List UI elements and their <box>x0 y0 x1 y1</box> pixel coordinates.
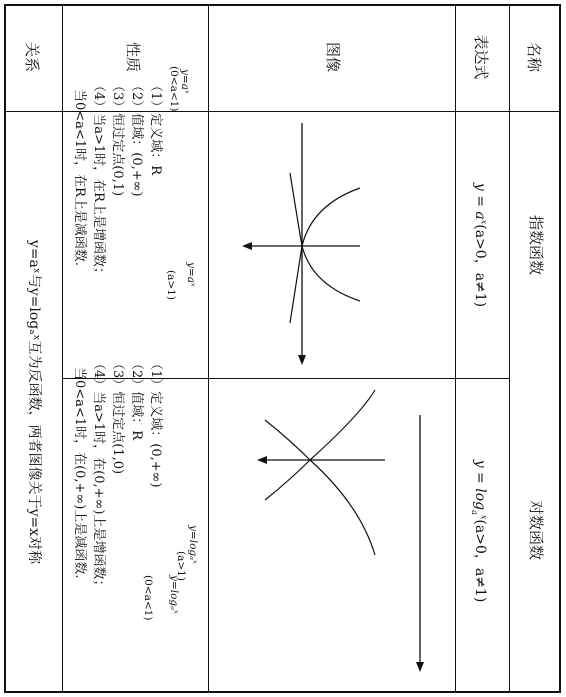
log-expression-main: y = log <box>472 459 488 511</box>
log-label-curve1 <box>185 525 199 585</box>
log-expression-base: a <box>470 510 480 515</box>
column-divider <box>455 4 456 693</box>
exp-property-1: （1）定义域：R <box>148 79 163 176</box>
exp-label-cond1 <box>166 66 180 126</box>
exp-label-curve2 <box>183 262 197 302</box>
exp-label-cond1-text: (0<a<1) <box>168 66 180 112</box>
log-property-3: （3）恒过定点(1,0) <box>110 357 125 475</box>
exp-graph-x-arrow <box>298 355 306 365</box>
log-label-curve2-text: y=logₐˣ <box>168 575 180 614</box>
exp-property-4: （4）当a>1时，在R上是增函数； <box>91 79 106 280</box>
exp-property-3: （3）恒过定点(0,1) <box>110 79 125 197</box>
column-divider <box>62 4 63 693</box>
log-label-curve2 <box>166 575 180 635</box>
header-relation-text: 关系 <box>23 41 41 72</box>
exp-label-curve2-text: y=aˣ <box>185 262 197 287</box>
log-graph-y-arrow <box>257 456 267 464</box>
exp-properties <box>65 79 165 329</box>
log-expression <box>469 431 491 631</box>
log-graph-x-arrow <box>416 662 424 672</box>
log-label-cond1-text: (a>1) <box>175 551 187 581</box>
exp-expression-condition: (a>0，a≠1) <box>472 224 488 308</box>
exp-label-cond2-text: (a>1) <box>165 270 177 300</box>
header-expression-text: 表达式 <box>472 34 490 80</box>
relation-cell <box>23 117 45 687</box>
log-curve-decreasing <box>265 390 375 500</box>
header-expression <box>472 19 492 95</box>
log-property-1: （1）定义域：(0,+∞) <box>148 357 163 488</box>
header-name-text: 名称 <box>525 41 543 72</box>
log-name <box>527 477 547 583</box>
log-properties <box>65 357 165 623</box>
exp-name <box>527 192 547 298</box>
exp-expression <box>469 145 491 345</box>
log-expression-argument: x <box>479 514 489 520</box>
header-graph-text: 图像 <box>324 41 342 72</box>
exp-label-curve1-text: y=aˣ <box>179 69 191 94</box>
exp-name-text: 指数函数 <box>527 214 545 275</box>
log-name-text: 对数函数 <box>527 499 545 560</box>
log-label-cond2-text: (0<a<1) <box>142 575 154 621</box>
exp-label-cond2 <box>163 270 177 310</box>
column-divider <box>509 4 510 693</box>
header-relation <box>23 19 43 95</box>
log-expression-condition: (a>0，a≠1) <box>472 519 488 603</box>
log-property-2: （2）值域：R <box>129 357 144 441</box>
exp-property-2: （2）值域：(0,+∞) <box>129 79 144 197</box>
exp-expression-main: y = a <box>472 182 488 220</box>
column-divider <box>208 4 209 693</box>
exp-graph <box>210 113 454 377</box>
relation-text: y=aˣ与y=logₐˣ互为反函数，两者图像关于y=x对称 <box>26 239 42 565</box>
exp-property-4b: 当0<a<1时，在R上是减函数. <box>72 89 87 266</box>
log-graph <box>210 380 454 690</box>
header-name <box>525 29 545 85</box>
log-property-4: （4）当a>1时，在(0,+∞)上是增函数； <box>91 357 106 593</box>
log-curve-increasing <box>265 420 375 555</box>
exp-graph-y-arrow <box>242 242 252 250</box>
exp-curve-increasing <box>290 188 360 323</box>
header-graph <box>324 19 344 95</box>
header-properties-text: 性质 <box>124 41 142 72</box>
log-label-curve1-text: y=logₐˣ <box>187 525 199 564</box>
exp-expression-exponent: x <box>479 219 489 225</box>
log-property-4b: 当0<a<1时，在(0,+∞)上是减函数. <box>72 367 87 579</box>
